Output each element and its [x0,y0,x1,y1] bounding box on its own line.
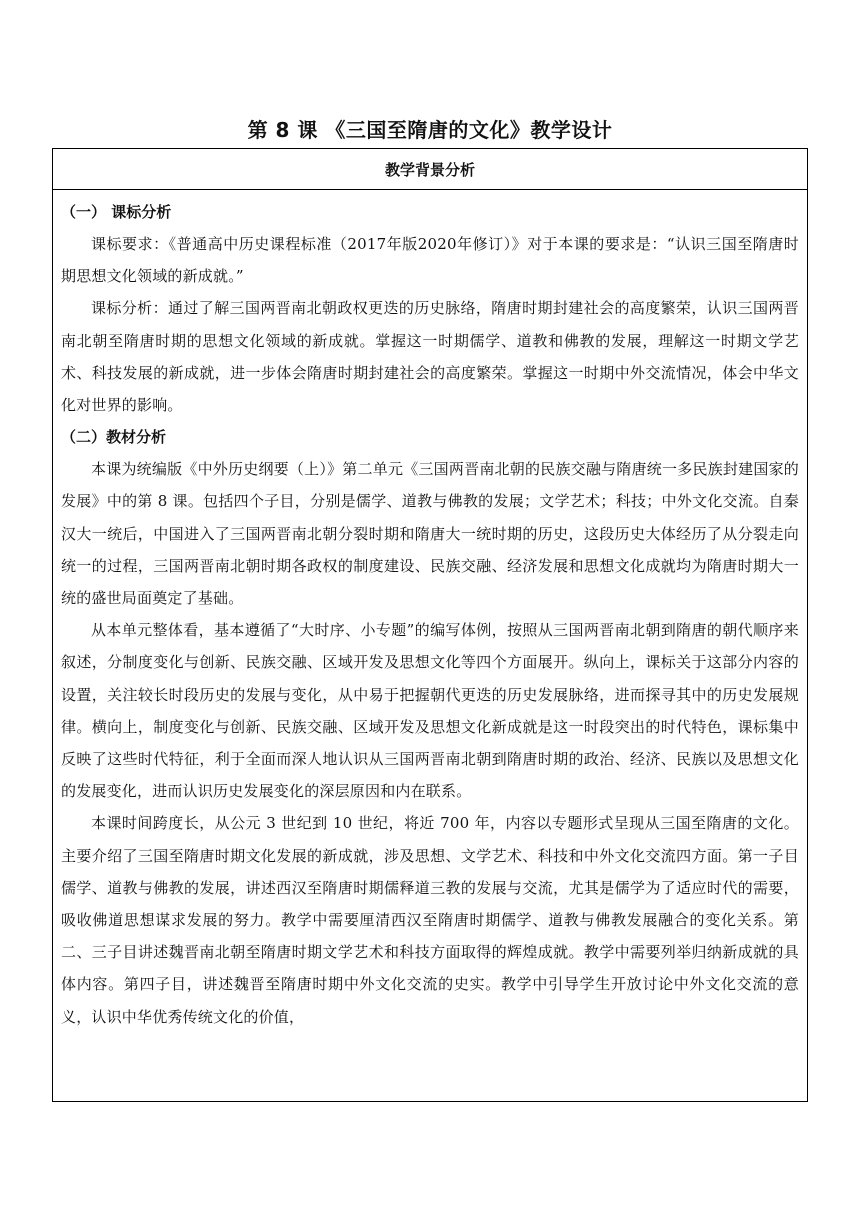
paragraph-curriculum-analysis: 课标分析：通过了解三国两晋南北朝政权更迭的历史脉络，隋唐时期封建社会的高度繁荣，认识三国两晋南北朝至隋唐时期的思想文化领域的新成就。掌握这一时期儒学、道教和佛教的发展，理解这一时期文学艺术、科技发展的新成就，进一步体会隋唐时期封建社会的高度繁荣。掌握这一时期中外交流情况，体会中华文化对世界的影响。 [61,299,799,415]
table-header: 教学背景分析 [53,149,807,190]
section-heading-curriculum: （一） 课标分析 [61,203,172,221]
paragraph-lesson-content: 本课时间跨度长，从公元 3 世纪到 10 世纪，将近 700 年，内容以专题形式呈现从三国至隋唐的文化。主要介绍了三国至隋唐时期文化发展的新成就，涉及思想、文学艺术、科技和中外文化交流四方面。第一子目儒学、道教与佛教的发展，讲述西汉至隋唐时期儒释道三教的发展与交流，尤其是儒学为了适应时代的需要，吸收佛道思想谋求发展的努力。教学中需要厘清西汉至隋唐时期儒学、道教与佛教发展融合的变化关系。第二、三子目讲述魏晋南北朝至隋唐时期文学艺术和科技方面取得的辉煌成就。教学中需要列举归纳新成就的具体内容。第四子目，讲述魏晋至隋唐时期中外文化交流的史实。教学中引导学生开放讨论中外文化交流的意义，认识中华优秀传统文化的价值， [61,814,799,1026]
lesson-table [52,148,808,1102]
paragraph-textbook-overview: 本课为统编版《中外历史纲要（上）》第二单元《三国两晋南北朝的民族交融与隋唐统一多民族封建国家的发展》中的第 8 课。包括四个子目，分别是儒学、道教与佛教的发展；文学艺术；科技；中外文化交流。自秦汉大一统后，中国进入了三国两晋南北朝分裂时期和隋唐大一统时期的历史，这段历史大体经历了从分裂走向统一的过程，三国两晋南北朝时期各政权的制度建设、民族交融、经济发展和思想文化成就均为隋唐时期大一统的盛世局面奠定了基础。 [61,460,799,608]
section-heading-textbook: （二）教材分析 [61,428,167,447]
paragraph-unit-structure: 从本单元整体看，基本遵循了“大时序、小专题”的编写体例，按照从三国两晋南北朝到隋唐的朝代顺序来叙述，分制度变化与创新、民族交融、区域开发及思想文化等四个方面展开。纵向上，课标关于这部分内容的设置，关注较长时段历史的发展与变化，从中易于把握朝代更迭的历史发展脉络，进而探寻其中的历史发展规律。横向上，制度变化与创新、民族交融、区域开发及思想文化新成就是这一时段突出的时代特色，课标集中反映了这些时代特征，利于全面而深人地认识从三国两晋南北朝到隋唐时期的政治、经济、民族以及思想文化的发展变化，进而认识历史发展变化的深层原因和内在联系。 [61,621,799,801]
table-content [53,190,807,1033]
document-title: 第 8 课 《三国至隋唐的文化》教学设计 [247,118,613,142]
paragraph-curriculum-requirement: 课标要求：《普通高中历史课程标准（2017年版2020年修订）》对于本课的要求是：“认识三国至隋唐时期思想文化领域的新成就。” [61,235,799,286]
